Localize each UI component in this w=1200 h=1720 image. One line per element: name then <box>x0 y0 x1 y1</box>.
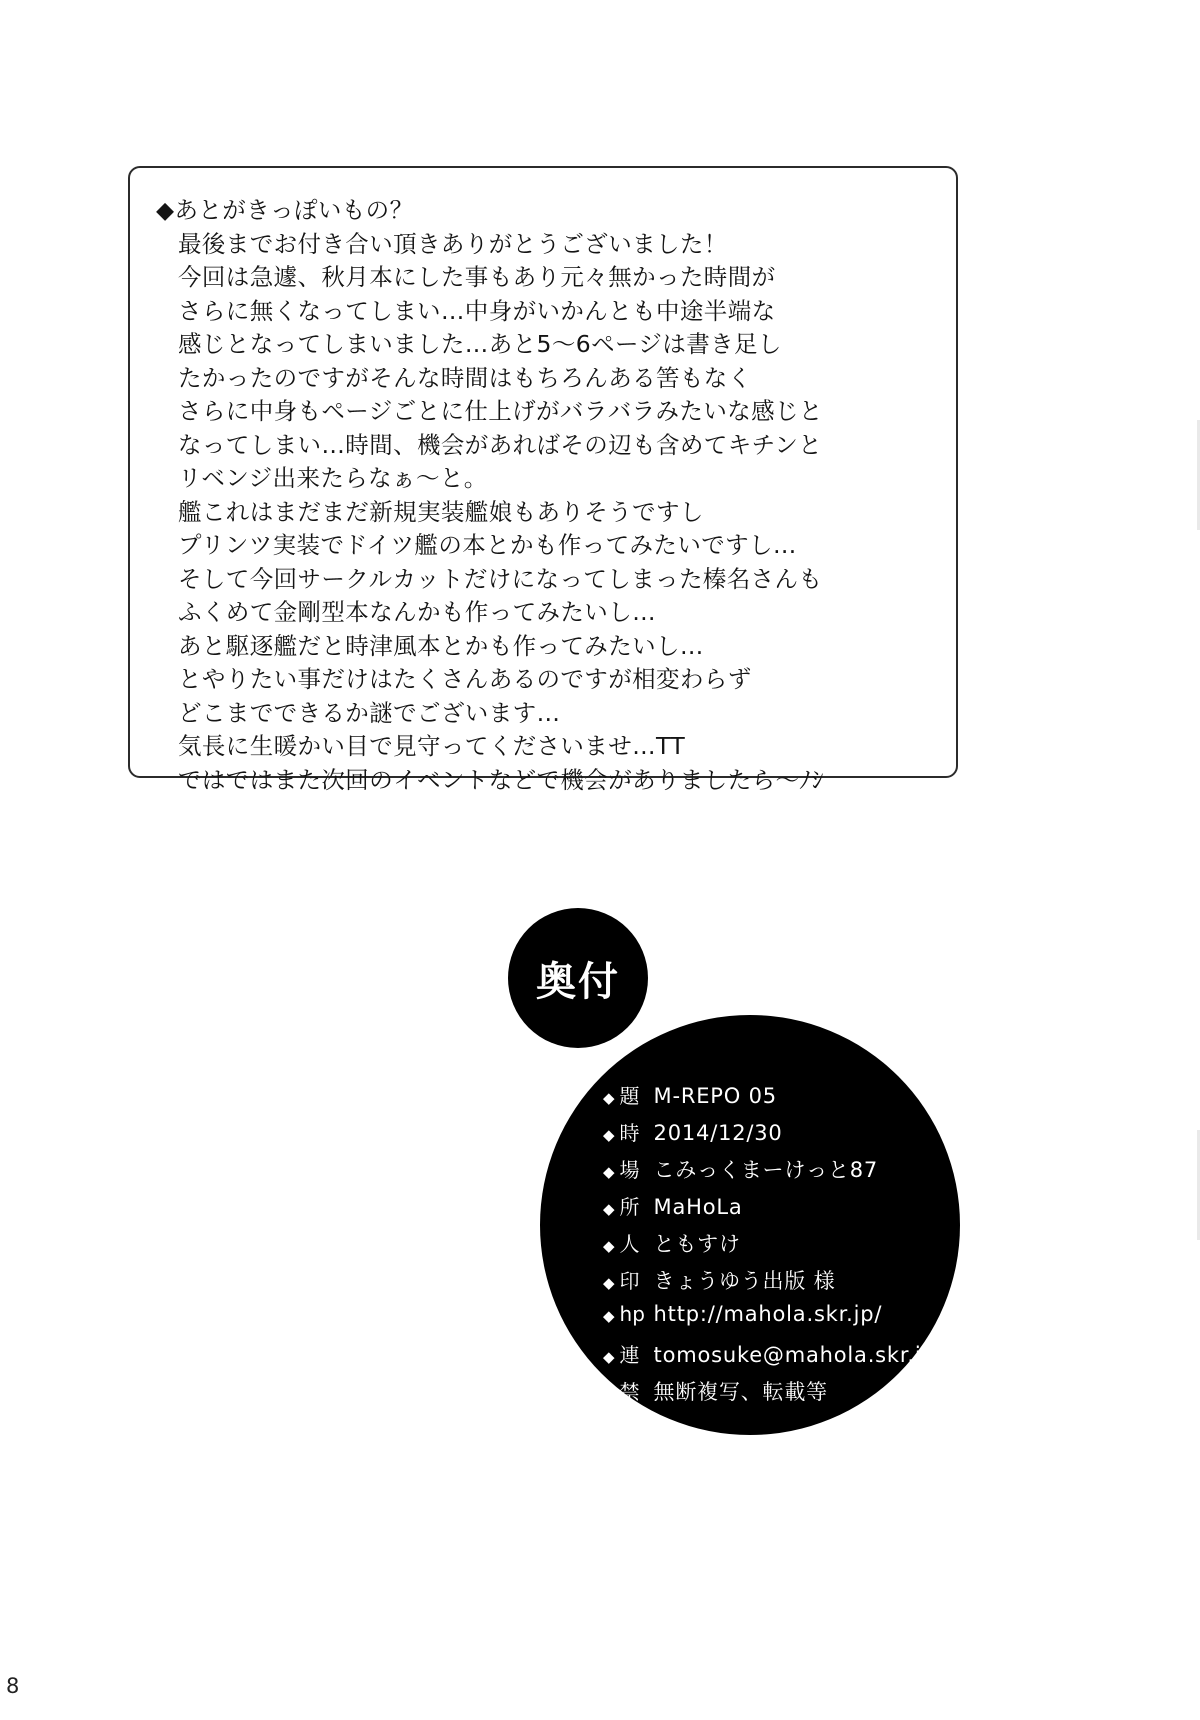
colophon-badge-label: 奥付 <box>536 958 620 1005</box>
colophon-value: ともすけ <box>653 1232 741 1256</box>
colophon-value: http://mahola.skr.jp/ <box>653 1302 883 1326</box>
colophon-value: きょうゆう出版 様 <box>653 1269 836 1293</box>
diamond-bullet-icon: ◆ <box>603 1237 615 1255</box>
colophon-row-contact <box>603 1339 1003 1376</box>
colophon-key: 題 <box>619 1084 640 1108</box>
colophon-value: こみっくまーけっと87 <box>653 1158 879 1182</box>
afterword-line: あと駆逐艦だと時津風本とかも作ってみたいし… <box>178 631 704 660</box>
colophon-row-title <box>603 1080 1003 1117</box>
afterword-text-block <box>156 194 938 797</box>
afterword-line: リベンジ出来たらなぁ〜と。 <box>178 464 488 492</box>
colophon-key: 人 <box>619 1232 640 1256</box>
diamond-bullet-icon: ◆ <box>603 1126 615 1144</box>
afterword-line: とやりたい事だけはたくさんあるのですが相変わらず <box>178 665 752 693</box>
diamond-bullet-icon: ◆ <box>603 1200 615 1218</box>
afterword-line: なってしまい…時間、機会があればその辺も含めてキチンと <box>178 430 823 459</box>
colophon-value: tomosuke@mahola.skr.jp <box>653 1343 936 1367</box>
colophon-row-date <box>603 1117 1003 1154</box>
afterword-line: ふくめて金剛型本なんかも作ってみたいし… <box>178 598 656 626</box>
afterword-line: どこまでできるか謎でございます… <box>178 698 561 727</box>
afterword-title: ◆あとがきっぽいもの？ <box>156 196 414 224</box>
colophon-key: 場 <box>619 1158 640 1182</box>
afterword-line: さらに無くなってしまい…中身がいかんとも中途半端な <box>178 296 776 325</box>
afterword-line: たかったのですがそんな時間はもちろんある筈もなく <box>178 363 752 392</box>
colophon-key: hp <box>619 1302 645 1326</box>
colophon-badge <box>508 908 648 1048</box>
afterword-line: 気長に生暖かい目で見守ってくださいませ…TT <box>178 732 686 760</box>
afterword-line: 今回は急遽、秋月本にした事もあり元々無かった時間が <box>178 263 776 291</box>
diamond-bullet-icon: ◆ <box>603 1274 615 1292</box>
diamond-bullet-icon: ◆ <box>603 1348 615 1366</box>
afterword-line: ではではまた次回のイベントなどで機会がありましたら〜ﾉｼ <box>178 765 824 794</box>
colophon-row-notice <box>603 1376 1003 1413</box>
diamond-bullet-icon: ◆ <box>603 1307 615 1325</box>
page-number: 8 <box>6 1674 20 1698</box>
colophon-list <box>603 1080 1003 1413</box>
diamond-bullet-icon: ◆ <box>603 1385 615 1403</box>
colophon-value: 2014/12/30 <box>653 1121 783 1145</box>
afterword-line: 感じとなってしまいました…あと5〜6ページは書き足し <box>178 330 782 358</box>
colophon-value: MaHoLa <box>653 1195 743 1219</box>
afterword-line: そして今回サークルカットだけになってしまった榛名さんも <box>178 564 823 593</box>
colophon-key: 所 <box>619 1195 640 1219</box>
colophon-row-homepage <box>603 1302 1003 1339</box>
diamond-bullet-icon: ◆ <box>603 1089 615 1107</box>
colophon-row-author <box>603 1228 1003 1265</box>
colophon-value: M-REPO 05 <box>653 1084 777 1108</box>
afterword-line: 最後までお付き合い頂きありがとうございました！ <box>178 229 728 258</box>
colophon-row-venue <box>603 1154 1003 1191</box>
colophon-key: 印 <box>619 1269 640 1293</box>
afterword-line: プリンツ実装でドイツ艦の本とかも作ってみたいですし… <box>178 531 797 559</box>
colophon-key: 時 <box>619 1121 640 1145</box>
colophon-value: 無断複写、転載等 <box>653 1380 828 1404</box>
colophon-key: 禁 <box>619 1380 640 1404</box>
afterword-line: さらに中身もページごとに仕上げがバラバラみたいな感じと <box>178 397 823 425</box>
colophon-row-printer <box>603 1265 1003 1302</box>
afterword-line: 艦これはまだまだ新規実装艦娘もありそうですし <box>178 497 704 526</box>
colophon-key: 連 <box>619 1343 640 1367</box>
diamond-bullet-icon: ◆ <box>603 1163 615 1181</box>
colophon-row-circle <box>603 1191 1003 1228</box>
afterword-panel <box>128 166 958 794</box>
